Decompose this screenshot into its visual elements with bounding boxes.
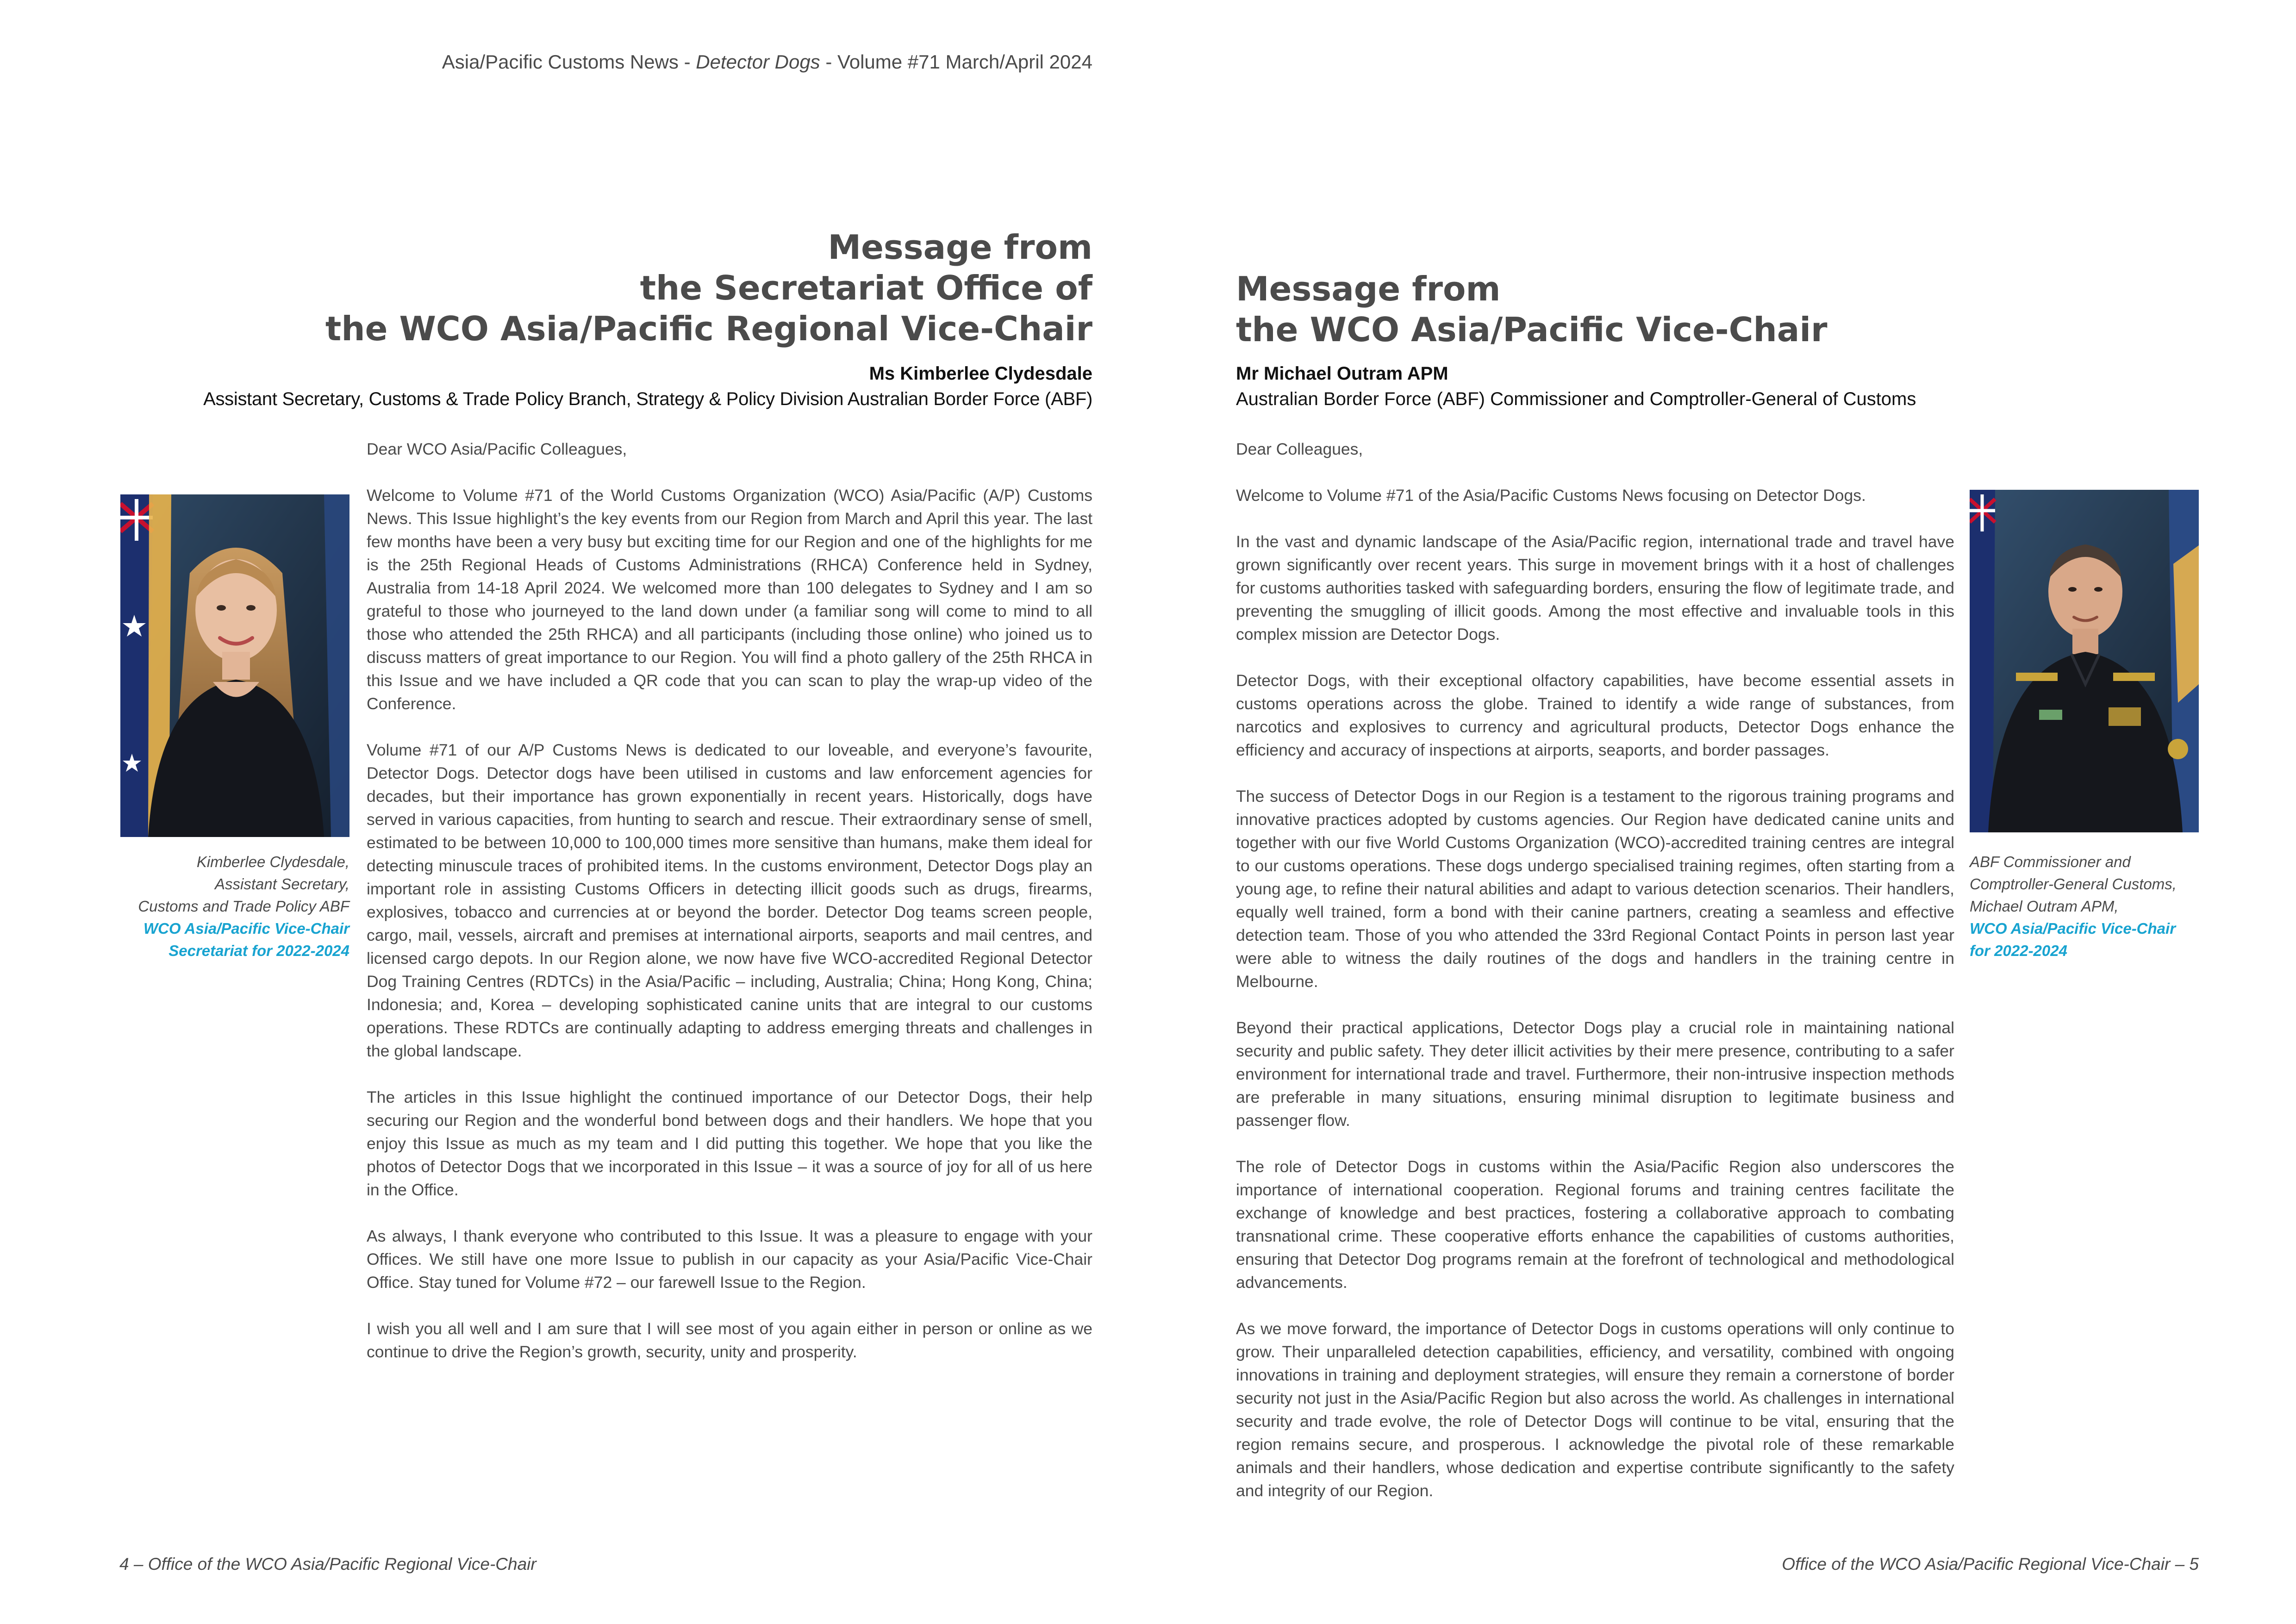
left-body-text (367, 437, 1092, 1387)
paragraph: Welcome to Volume #71 of the World Customs Organization (WCO) Asia/Pacific (A/P) Customs News. This Issue highlight’s the key events from our Region from March and April this year. The last few months have been a very busy but exciting time for our Region and one of the highlights for me is the 25th Regional Heads of Customs Administrations (RHCA) Conference held in Sydney, Australia from 14-18 April 2024. We welcomed more than 100 delegates to Sydney and I am so grateful to those who journeyed to the land down under (a familiar song will come to mind to all those who attended the 25th RHCA) and all participants (including those online) who joined us to discuss matters of great importance to our Region. You will find a photo gallery of the 25th RHCA in this Issue and we have included a QR code that you can scan to play the wrap-up video of the Conference. (367, 486, 1092, 713)
caption-accent-line: Secretariat for 2022-2024 (168, 942, 349, 959)
right-photo-caption (1970, 851, 2229, 962)
caption-accent-line: WCO Asia/Pacific Vice-Chair (1970, 920, 2176, 937)
salutation: Dear WCO Asia/Pacific Colleagues, (367, 440, 627, 458)
paragraph: Beyond their practical applications, Detector Dogs play a crucial role in maintaining national security and public safety. They deter illicit activities by their mere presence, contributing to a safer environment for international trade and travel. Furthermore, their non-intrusive inspection methods are preferable in many situations, ensuring minimal disruption to legitimate business and passenger flow. (1236, 1018, 1954, 1130)
portrait-illustration (120, 494, 349, 837)
left-author-name: Ms Kimberlee Clydesdale (869, 363, 1092, 384)
paragraph: I wish you all well and I am sure that I will see most of you again either in person or online as we continue to drive the Region’s growth, security, unity and prosperity. (367, 1319, 1092, 1361)
paragraph: Welcome to Volume #71 of the Asia/Pacific Customs News focusing on Detector Dogs. (1236, 486, 1866, 505)
paragraph: The articles in this Issue highlight the continued importance of our Detector Dogs, their help securing our Region and the wonderful bond between dogs and their handlers. We hope that you enjoy this Issue as much as my team and I did putting this together. We hope that you like the photos of Detector Dogs that we incorporated in this Issue – it was a source of joy for all of us here in the Office. (367, 1088, 1092, 1199)
caption-line: Customs and Trade Policy ABF (138, 898, 349, 915)
title-line: the WCO Asia/Pacific Regional Vice-Chair (325, 309, 1092, 348)
caption-accent-line: WCO Asia/Pacific Vice-Chair (143, 920, 349, 937)
caption-accent-line: for 2022-2024 (1970, 942, 2067, 959)
paragraph: The role of Detector Dogs in customs within the Asia/Pacific Region also underscores the importance of international cooperation. Regional forums and training centres facilitate the exchange of knowledge and best practices, fostering a collaborative approach to combating transnational crime. These cooperative efforts enhance the capabilities of customs authorities, ensuring that Detector Dog programs remain at the forefront of technological and methodological advancements. (1236, 1157, 1954, 1292)
right-page-title (1236, 269, 2069, 350)
caption-line: Kimberlee Clydesdale, (196, 853, 349, 870)
left-author-role: Assistant Secretary, Customs & Trade Policy Branch, Strategy & Policy Division Australian Border Force (ABF) (203, 389, 1092, 409)
left-page-footer: 4 – Office of the WCO Asia/Pacific Regional Vice-Chair (119, 1555, 537, 1574)
title-line: Message from (1236, 269, 1501, 308)
paragraph: Detector Dogs, with their exceptional olfactory capabilities, have become essential assets in customs operations across the globe. Trained to identify a wide range of substances, from narcotics and explosives to currency and agricultural products, Detector Dogs enhance the efficiency and accuracy of inspections at airports, seaports, and border passages. (1236, 671, 1954, 759)
right-body-text (1236, 437, 1954, 1525)
title-line: the Secretariat Office of (640, 269, 1092, 307)
caption-line: Assistant Secretary, (215, 875, 349, 893)
left-photo-caption (93, 851, 349, 962)
paragraph: The success of Detector Dogs in our Region is a testament to the rigorous training programs and innovative practices adopted by customs agencies. Our Region have dedicated canine units and together with our five World Customs Organization (WCO)-accredited training centres are integral to our customs operations. These dogs undergo specialised training regimes, often starting from a young age, to refine their natural abilities and adapt to various detection scenarios. Their handlers, equally well trained, form a bond with their canine partners, creating a seamless and effective detection team. Those of you who attended the 33rd Regional Contact Points in person last year were able to witness the daily routines of the dogs and handlers in the training centre in Melbourne. (1236, 787, 1954, 991)
caption-line: ABF Commissioner and (1970, 853, 2131, 870)
title-line: the WCO Asia/Pacific Vice-Chair (1236, 310, 1828, 349)
title-line: Message from (828, 228, 1092, 267)
caption-line: Comptroller-General Customs, (1970, 875, 2177, 893)
portrait-photo-michael (1970, 490, 2199, 832)
right-page-footer: Office of the WCO Asia/Pacific Regional Vice-Chair – 5 (1782, 1555, 2199, 1574)
right-author-name: Mr Michael Outram APM (1236, 363, 1448, 384)
paragraph: As we move forward, the importance of Detector Dogs in customs operations will only continue to grow. Their unparalleled detection capabilities, efficiency, and versatility, combined with ongoing innovations in training and deployment strategies, will ensure they remain a cornerstone of border security not just in the Asia/Pacific Region but also across the world. As challenges in international security and trade evolve, the role of Detector Dogs will continue to be vital, ensuring that the region remains secure, and prosperous. I acknowledge the pivotal role of these remarkable animals and their handlers, whose dedication and expertise contribute significantly to the safety and integrity of our Region. (1236, 1319, 1954, 1500)
running-header: Asia/Pacific Customs News - Detector Dogs - Volume #71 March/April 2024 (442, 51, 1092, 73)
paragraph: Volume #71 of our A/P Customs News is dedicated to our loveable, and everyone’s favourite, Detector Dogs. Detector dogs have been utilised in customs and law enforcement agencies for decades, but their importance has grown exponentially in recent years. Historically, dogs have served in various capacities, from hunting to search and rescue. Their extraordinary sense of smell, estimated to be between 10,000 to 100,000 times more sensitive than humans, make them ideal for detecting minuscule traces of prohibited items. In the customs environment, Detector Dogs play an important role in assisting Customs Officers in detecting illicit goods such as drugs, firearms, explosives, tobacco and currencies at or beyond the border. Detector Dog teams screen people, cargo, mail, vessels, aircraft and premises at international airports, seaports and mail centres, and licensed cargo depots. In our Region alone, we now have five WCO-accredited Regional Detector Dog Training Centres (RDTCs) in the Asia/Pacific – including, Australia; China; Hong Kong, China; Indonesia; and, Korea – developing sophisticated canine units that are integral to our customs operations. These RDTCs are continually adapting to address emerging threats and challenges in the global landscape. (367, 741, 1092, 1060)
paragraph: As always, I thank everyone who contributed to this Issue. It was a pleasure to engage with your Offices. We still have one more Issue to publish in our capacity as your Asia/Pacific Vice-Chair Office. Stay tuned for Volume #72 – our farewell Issue to the Region. (367, 1227, 1092, 1292)
portrait-photo-kimberlee (120, 494, 349, 837)
left-page-title (185, 227, 1092, 349)
portrait-illustration (1970, 490, 2199, 832)
caption-line: Michael Outram APM, (1970, 898, 2119, 915)
paragraph: In the vast and dynamic landscape of the Asia/Pacific region, international trade and travel have grown significantly over recent years. This surge in movement brings with it a host of challenges for customs authorities tasked with safeguarding borders, ensuring the flow of legitimate trade, and preventing the smuggling of illicit goods. Among the most effective and invaluable tools in this complex mission are Detector Dogs. (1236, 532, 1954, 643)
right-author-role: Australian Border Force (ABF) Commissioner and Comptroller-General of Customs (1236, 389, 1916, 409)
salutation: Dear Colleagues, (1236, 440, 1363, 458)
